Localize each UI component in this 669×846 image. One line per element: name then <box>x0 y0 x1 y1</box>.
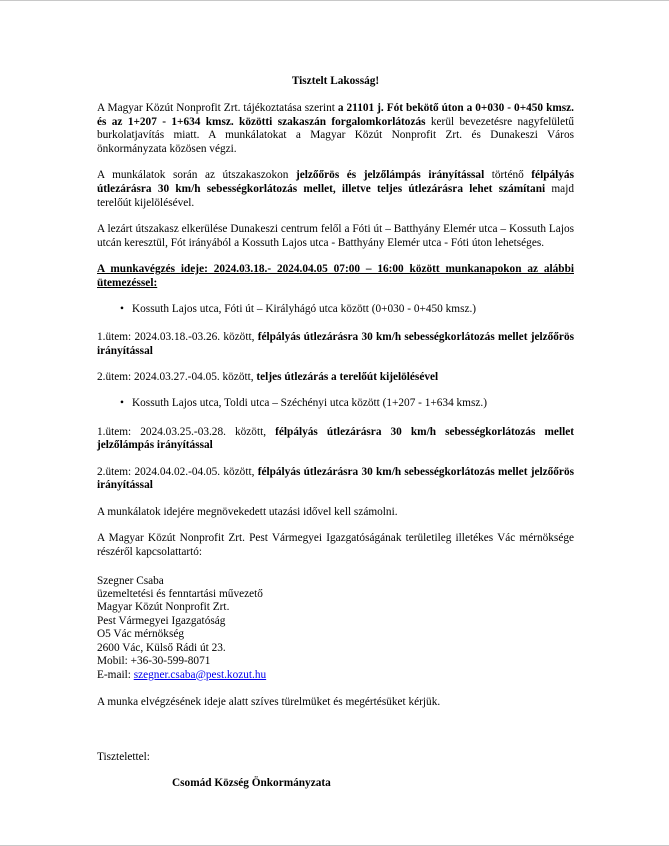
contact-org: Magyar Közút Nonprofit Zrt. <box>97 601 230 614</box>
contact-name: Szegner Csaba <box>97 574 164 587</box>
letter-body <box>97 74 574 791</box>
signature: Csomád Község Önkormányzata <box>172 777 331 790</box>
section1-location: Kossuth Lajos utca, Fóti út – Királyhágó utca között (0+030 - 0+450 kmsz.) <box>132 302 477 315</box>
schedule-heading: A munkavégzés ideje: 2024.03.18.- 2024.04.05 07:00 – 16:00 között munkanapokon az alábbi ütemezéssel: <box>97 263 574 289</box>
contact-address: 2600 Vác, Külső Rádi út 23. <box>97 641 226 654</box>
contact-role: üzemeltetési és fenntartási művezető <box>97 588 263 601</box>
section1-bullet <box>97 303 574 317</box>
bullet-icon: • <box>120 302 124 315</box>
contact-email-line: E-mail: szegner.csaba@pest.kozut.hu <box>97 668 267 681</box>
section1-phase1: 1.ütem: 2024.03.18.-03.26. között, félpályás útlezárásra 30 km/h sebességkorlátozás mellet jelzőőrös irányítással <box>97 331 574 357</box>
letter-title: Tisztelt Lakosság! <box>291 75 380 87</box>
page-top-border <box>0 0 669 1</box>
bullet-icon: • <box>120 396 124 409</box>
contact-office: O5 Vác mérnökség <box>97 628 185 641</box>
patience-paragraph: A munka elvégzésének ideje alatt szíves türelmüket és megértésüket kérjük. <box>97 695 441 708</box>
contact-email-link[interactable]: szegner.csaba@pest.kozut.hu <box>133 668 267 681</box>
detour-paragraph: A lezárt útszakasz elkerülése Dunakeszi centrum felől a Fóti út – Batthyány Elemér utca – Kossuth Lajos utcán keresztül, Fót irányából a Kossuth Lajos utca - Batthyány Elemér utca - Fóti úton lehetséges. <box>97 223 574 249</box>
section2-phase2: 2.ütem: 2024.04.02.-04.05. között, félpályás útlezárásra 30 km/h sebességkorlátozás mellet jelzőőrös irányítással <box>97 465 574 492</box>
section1-phase2: 2.ütem: 2024.03.27.-04.05. között, teljes útlezárás a terelőút kijelölésével <box>97 371 439 384</box>
section2-bullet <box>97 397 574 411</box>
contact-dept: Pest Vármegyei Igazgatóság <box>97 614 226 627</box>
contact-block <box>97 575 574 682</box>
travel-time-paragraph: A munkálatok idejére megnövekedett utazási idővel kell számolni. <box>97 505 398 518</box>
contact-mobile: Mobil: +36-30-599-8071 <box>97 655 211 668</box>
restriction-paragraph: A munkálatok során az útszakaszokon jelzőőrös és jelzőlámpás irányítással történő félpályás útlezárásra 30 km/h sebességkorlátozás mellet, illetve teljes útlezárásra lehet számítani majd terelőút kijelölésével. <box>97 169 574 209</box>
section2-phase1: 1.ütem: 2024.03.25.-03.28. között, félpályás útlezárásra 30 km/h sebességkorlátozás mellet jelzőlámpás irányítással <box>97 425 574 452</box>
intro-paragraph: A Magyar Közút Nonprofit Zrt. tájékoztatása szerint a 21101 j. Fót bekötő úton a 0+030 - 0+450 kmsz. és az 1+207 - 1+634 kmsz. közötti szakaszán forgalomkorlátozás kerül bevezetésre nagyfelületű burkolatjavítás miatt. A munkálatokat a Magyar Közút Nonprofit Zrt. és Dunakeszi Város önkormányzata közösen végzi. <box>97 102 575 155</box>
closing-greeting: Tisztelettel: <box>97 750 150 763</box>
section2-location: Kossuth Lajos utca, Toldi utca – Széchényi utca között (1+207 - 1+634 kmsz.) <box>132 396 487 409</box>
contact-intro-paragraph: A Magyar Közút Nonprofit Zrt. Pest Vármegyei Igazgatóságának területileg illetékes Vác mérnöksége részéről kapcsolattartó: <box>97 532 574 559</box>
